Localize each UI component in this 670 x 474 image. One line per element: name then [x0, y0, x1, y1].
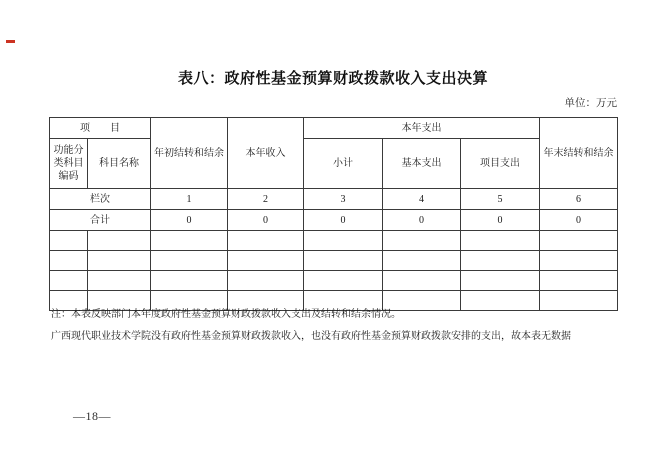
- table-notes: [51, 305, 651, 349]
- empty-cell: [304, 231, 383, 251]
- column-index-value: 6: [540, 189, 618, 210]
- empty-cell: [50, 231, 88, 251]
- budget-table: [49, 117, 618, 311]
- empty-cell: [540, 231, 618, 251]
- header-year-expense: 本年支出: [304, 118, 540, 139]
- note-line-1: 注：本表反映部门本年度政府性基金预算财政拨款收入支出及结转和结余情况。: [51, 309, 401, 320]
- empty-cell: [50, 271, 88, 291]
- header-subtotal: 小计: [304, 139, 383, 189]
- total-value: 0: [383, 210, 461, 231]
- empty-cell: [228, 231, 304, 251]
- empty-cell: [228, 271, 304, 291]
- empty-cell: [151, 251, 228, 271]
- empty-cell: [304, 271, 383, 291]
- column-index-value: 2: [228, 189, 304, 210]
- empty-cell: [151, 271, 228, 291]
- empty-cell: [88, 271, 151, 291]
- column-index-value: 5: [461, 189, 540, 210]
- empty-cell: [50, 251, 88, 271]
- total-value: 0: [304, 210, 383, 231]
- total-row-label: 合计: [50, 210, 151, 231]
- header-basic-expense: 基本支出: [383, 139, 461, 189]
- empty-cell: [151, 231, 228, 251]
- empty-cell: [540, 251, 618, 271]
- total-value: 0: [151, 210, 228, 231]
- column-index-value: 3: [304, 189, 383, 210]
- empty-cell: [88, 231, 151, 251]
- empty-cell: [461, 271, 540, 291]
- total-value: 0: [228, 210, 304, 231]
- unit-label: 单位：万元: [564, 98, 617, 109]
- table-header-row-1: [50, 118, 618, 139]
- header-func-code: 功能分类科目编码: [50, 139, 88, 189]
- empty-cell: [383, 271, 461, 291]
- total-value: 0: [540, 210, 618, 231]
- empty-cell: [228, 251, 304, 271]
- column-index-label: 栏次: [50, 189, 151, 210]
- column-index-value: 1: [151, 189, 228, 210]
- empty-cell: [540, 271, 618, 291]
- empty-data-row: [50, 231, 618, 251]
- page-number: —18—: [73, 409, 111, 423]
- header-year-income: 本年收入: [228, 118, 304, 189]
- empty-cell: [304, 251, 383, 271]
- column-index-row: [50, 189, 618, 210]
- page-title: 表八：政府性基金预算财政拨款收入支出决算: [177, 71, 488, 87]
- column-index-value: 4: [383, 189, 461, 210]
- header-project: 项 目: [50, 118, 151, 139]
- empty-cell: [383, 231, 461, 251]
- header-project-expense: 项目支出: [461, 139, 540, 189]
- empty-cell: [461, 231, 540, 251]
- table-header-row-2: [50, 139, 618, 189]
- empty-data-row: [50, 271, 618, 291]
- header-end-balance: 年末结转和结余: [540, 118, 618, 189]
- total-value: 0: [461, 210, 540, 231]
- header-begin-balance: 年初结转和结余: [151, 118, 228, 189]
- empty-cell: [461, 251, 540, 271]
- red-annotation-mark: [6, 40, 15, 43]
- header-subject-name: 科目名称: [88, 139, 151, 189]
- total-row: [50, 210, 618, 231]
- empty-data-row: [50, 251, 618, 271]
- empty-cell: [88, 251, 151, 271]
- empty-cell: [383, 251, 461, 271]
- note-line-2: 广西现代职业技术学院没有政府性基金预算财政拨款收入，也没有政府性基金预算财政拨款安排的支出，故本表无数据: [51, 331, 571, 342]
